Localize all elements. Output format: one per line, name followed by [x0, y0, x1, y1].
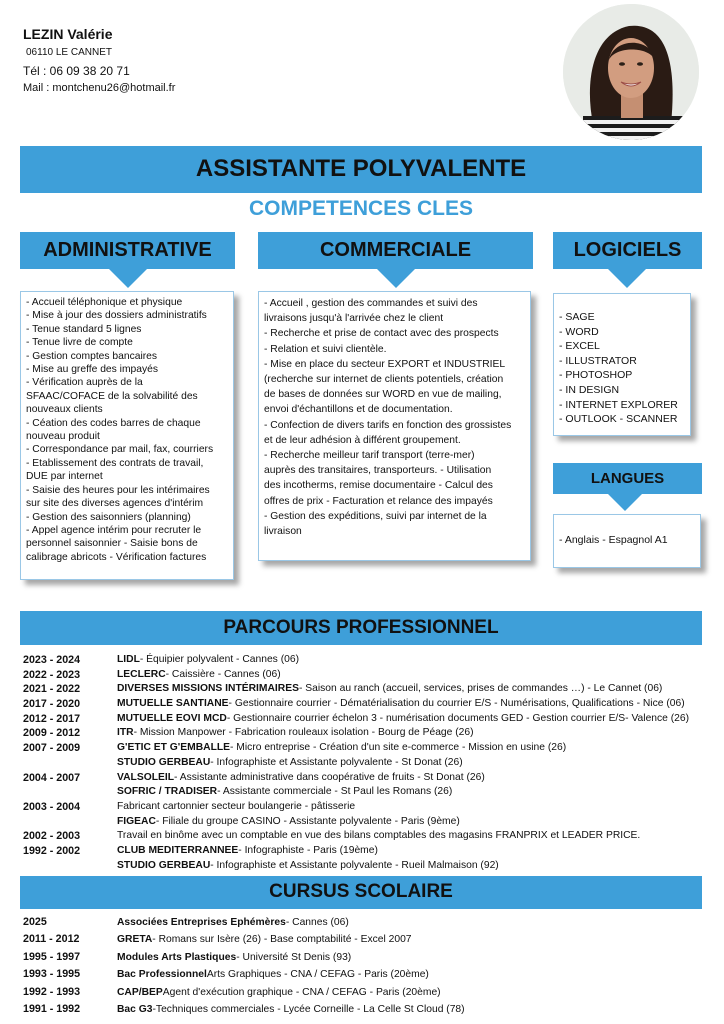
row-company: DIVERSES MISSIONS INTÉRIMAIRES [117, 683, 299, 695]
row-years [23, 785, 117, 800]
table-row [23, 914, 713, 931]
row-years: 2004 - 2007 [23, 771, 81, 784]
list-item: - Recherche meilleur tarif transport (terre-mer) [264, 450, 475, 462]
list-item: livraisons jusqu'à l'arrivée chez le client [264, 313, 444, 325]
table-row [23, 653, 713, 668]
row-school: GRETA [117, 934, 153, 946]
list-item: - Vérification auprès de la [26, 377, 143, 389]
administrative-header: ADMINISTRATIVE [20, 232, 235, 269]
list-item: envoi d'échantillons et de documentation. [264, 404, 453, 416]
table-row [23, 741, 713, 756]
table-row [23, 844, 713, 859]
list-item: - Accueil , gestion des commandes et suivi des [264, 298, 478, 309]
row-description: - Gestionnaire courrier - Dématérialisation du courrier E/S - Numérisations, Qualifications - Nice (06) [228, 698, 685, 710]
row-description: Fabricant cartonnier secteur boulangerie - pâtisserie [117, 800, 356, 812]
list-item: nouveaux clients [26, 404, 103, 416]
row-years: 2022 - 2023 [23, 668, 81, 681]
table-row [23, 984, 713, 1001]
row-company: LECLERC [117, 668, 166, 680]
commerciale-header: COMMERCIALE [258, 232, 533, 269]
row-years: 2011 - 2012 [23, 933, 80, 946]
row-school: Bac Professionnel [117, 969, 207, 981]
list-item: - Correspondance par mail, fax, courriers [26, 444, 214, 456]
person-name: LEZIN Valérie [23, 26, 113, 42]
list-item: - Tenue livre de compte [26, 337, 133, 349]
list-item: - Confection de divers tarifs en fonction des grossistes [264, 419, 512, 431]
person-city: 06110 LE CANNET [26, 47, 112, 58]
commerciale-list [264, 296, 525, 539]
row-company: STUDIO GERBEAU [117, 859, 211, 871]
row-description: - Assistante commerciale - St Paul les Romans (26) [217, 786, 453, 798]
list-item: - Etablissement des contrats de travail, [26, 457, 204, 469]
list-item: - Tenue standard 5 lignes [26, 323, 142, 335]
row-years: 2017 - 2020 [23, 698, 81, 711]
row-description: Agent d'exécution graphique - CNA / CEFAG - Paris (20ème) [162, 986, 441, 998]
portrait-illustration [563, 4, 699, 140]
table-row [23, 966, 713, 983]
list-item: offres de prix - Facturation et relance des impayés [264, 495, 493, 507]
row-description: - Micro entreprise - Création d'un site e-commerce - Mission en usine (26) [230, 742, 567, 754]
row-description: - Gestionnaire courrier échelon 3 - numérisation documents GED - Gestion courrier E/S- Valence (26) [226, 712, 690, 724]
row-years: 1991 - 1992 [23, 1002, 81, 1015]
list-item: auprès des transitaires, transporteurs. - Utilisation [264, 465, 492, 477]
list-item: - INTERNET EXPLORER [559, 398, 678, 411]
table-row [23, 697, 713, 712]
row-description: - Saison au ranch (accueil, services, prises de commandes …) - Le Cannet (06) [298, 683, 663, 695]
list-item: - Gestion des expéditions, suivi par internet de la [264, 510, 487, 522]
row-company: FIGEAC [117, 815, 156, 827]
row-years: 2012 - 2017 [23, 712, 81, 725]
table-row [23, 682, 713, 697]
row-years: 2003 - 2004 [23, 800, 81, 813]
row-years [23, 815, 117, 830]
logiciels-list [559, 310, 685, 427]
row-school: Modules Arts Plastiques [117, 951, 237, 963]
cursus-heading: CURSUS SCOLAIRE [269, 881, 453, 902]
row-description: - Université St Denis (93) [236, 951, 352, 963]
logiciels-arrow [608, 269, 646, 288]
parcours-heading: PARCOURS PROFESSIONNEL [223, 617, 499, 638]
table-row [23, 949, 713, 966]
logiciels-header: LOGICIELS [553, 232, 702, 269]
row-company: G'ETIC ET G'EMBALLE [117, 742, 231, 754]
list-item: sur site des diverses agences d'intérim [26, 498, 204, 510]
list-item: - Mise en place du secteur EXPORT et INDUSTRIEL [264, 358, 506, 370]
page-title: ASSISTANTE POLYVALENTE [195, 155, 527, 182]
person-email: Mail : montchenu26@hotmail.fr [23, 82, 176, 94]
list-item: - PHOTOSHOP [559, 369, 633, 382]
row-years [23, 859, 117, 874]
list-item: SFAAC/COFACE de la solvabilité des [26, 390, 198, 402]
section-subtitle: COMPETENCES CLES [248, 197, 474, 220]
row-description: - Cannes (06) [285, 917, 349, 928]
table-row [23, 859, 713, 874]
row-years: 2025 [23, 916, 47, 928]
list-item: (recherche sur internet de clients potentiels, création [264, 374, 504, 386]
row-years: 1993 - 1995 [23, 968, 81, 981]
row-company: VALSOLEIL [117, 771, 175, 783]
row-company: ITR [117, 727, 134, 739]
cursus-list [23, 914, 713, 1018]
row-years: 1995 - 1997 [23, 950, 81, 963]
person-phone: Tél : 06 09 38 20 71 [23, 64, 130, 78]
row-years: 2023 - 2024 [23, 654, 81, 666]
administrative-list [26, 296, 228, 564]
row-school: CAP/BEP [117, 986, 163, 998]
row-company: MUTUELLE EOVI MCD [117, 712, 227, 724]
row-years: 2009 - 2012 [23, 727, 81, 740]
row-description: - Infographiste et Assistante polyvalente - Rueil Malmaison (92) [210, 859, 499, 871]
list-item: de bases de données sur WORD en vue de mailing, [264, 389, 502, 401]
list-item: - OUTLOOK - SCANNER [559, 413, 678, 426]
list-item: - EXCEL [559, 340, 600, 353]
row-company: STUDIO GERBEAU [117, 756, 211, 768]
langues-text: - Anglais - Espagnol A1 [559, 534, 668, 547]
row-years: 1992 - 2002 [23, 844, 81, 857]
list-item: - Mise au greffe des impayés [26, 364, 159, 376]
administrative-arrow [109, 269, 147, 288]
row-description: - Caissière - Cannes (06) [165, 668, 281, 680]
row-years: 1992 - 1993 [23, 985, 81, 998]
list-item: - ILLUSTRATOR [559, 354, 637, 367]
list-item: - IN DESIGN [559, 383, 620, 396]
table-row [23, 756, 713, 771]
row-years: 2021 - 2022 [23, 683, 81, 696]
table-row [23, 815, 713, 830]
list-item: et de leur adhésion à différent groupement. [264, 434, 461, 446]
list-item: - SAGE [559, 311, 595, 323]
langues-arrow [608, 494, 642, 511]
commerciale-box [258, 291, 531, 561]
row-company: LIDL [117, 654, 140, 665]
table-row [23, 668, 713, 683]
row-description: - Assistante administrative dans coopérative de fruits - St Donat (26) [174, 771, 485, 783]
parcours-list [23, 653, 713, 873]
list-item: - WORD [559, 325, 599, 338]
row-company: MUTUELLE SANTIANE [117, 698, 229, 710]
row-description: Arts Graphiques - CNA / CEFAG - Paris (20ème) [206, 969, 429, 981]
table-row [23, 1001, 713, 1018]
table-row [23, 771, 713, 786]
table-row [23, 785, 713, 800]
list-item: calibrage abricots - Vérification factures [26, 551, 207, 563]
row-description: Travail en binôme avec un comptable en vue des bilans comptables des magasins FRANPRIX et LEADER PRICE. [117, 830, 641, 842]
profile-photo [563, 4, 699, 140]
list-item: DUE par internet [26, 471, 103, 483]
table-row [23, 829, 713, 844]
row-school: Associées Entreprises Ephémères [117, 917, 286, 928]
row-description: - Mission Manpower - Fabrication rouleaux isolation - Bourg de Péage (26) [133, 727, 474, 739]
list-item: - Gestion comptes bancaires [26, 350, 158, 362]
list-item: - Saisie des heures pour les intérimaires [26, 484, 210, 496]
list-item: - Recherche et prise de contact avec des prospects [264, 328, 499, 340]
row-description: - Infographiste - Paris (19ème) [238, 844, 378, 856]
commerciale-arrow [377, 269, 415, 288]
list-item: livraison [264, 526, 302, 538]
administrative-box [20, 291, 234, 580]
row-description: - Infographiste et Assistante polyvalente - St Donat (26) [210, 756, 463, 768]
row-company: SOFRIC / TRADISER [117, 786, 218, 798]
row-description: -Techniques commerciales - Lycée Corneille - La Celle St Cloud (78) [152, 1003, 465, 1015]
logiciels-box [553, 293, 691, 436]
list-item: nouveau produit [26, 431, 100, 443]
list-item: - Mise à jour des dossiers administratifs [26, 310, 207, 322]
row-company: CLUB MEDITERRANNEE [117, 844, 239, 856]
list-item: - Relation et suivi clientèle. [264, 343, 387, 355]
row-description: - Équipier polyvalent - Cannes (06) [139, 654, 299, 665]
langues-header: LANGUES [553, 463, 702, 494]
list-item: - Céation des codes barres de chaque [26, 417, 201, 429]
list-item: - Accueil téléphonique et physique [26, 297, 183, 308]
list-item: des incotherms, remise documentaire - Calcul des [264, 480, 493, 492]
list-item: personnel saisonnier - Saisie bons de [26, 538, 198, 550]
table-row [23, 931, 713, 948]
row-years [23, 756, 117, 771]
table-row [23, 726, 713, 741]
row-description: - Romans sur Isère (26) - Base comptabilité - Excel 2007 [152, 934, 412, 946]
row-school: Bac G3 [117, 1003, 153, 1015]
row-years: 2007 - 2009 [23, 742, 81, 755]
list-item: - Appel agence intérim pour recruter le [26, 524, 202, 536]
row-years: 2002 - 2003 [23, 830, 81, 843]
row-description: - Filiale du groupe CASINO - Assistante polyvalente - Paris (9ème) [155, 815, 460, 827]
table-row [23, 712, 713, 727]
list-item: - Gestion des saisonniers (planning) [26, 511, 191, 523]
table-row [23, 800, 713, 815]
langues-box [553, 514, 701, 568]
